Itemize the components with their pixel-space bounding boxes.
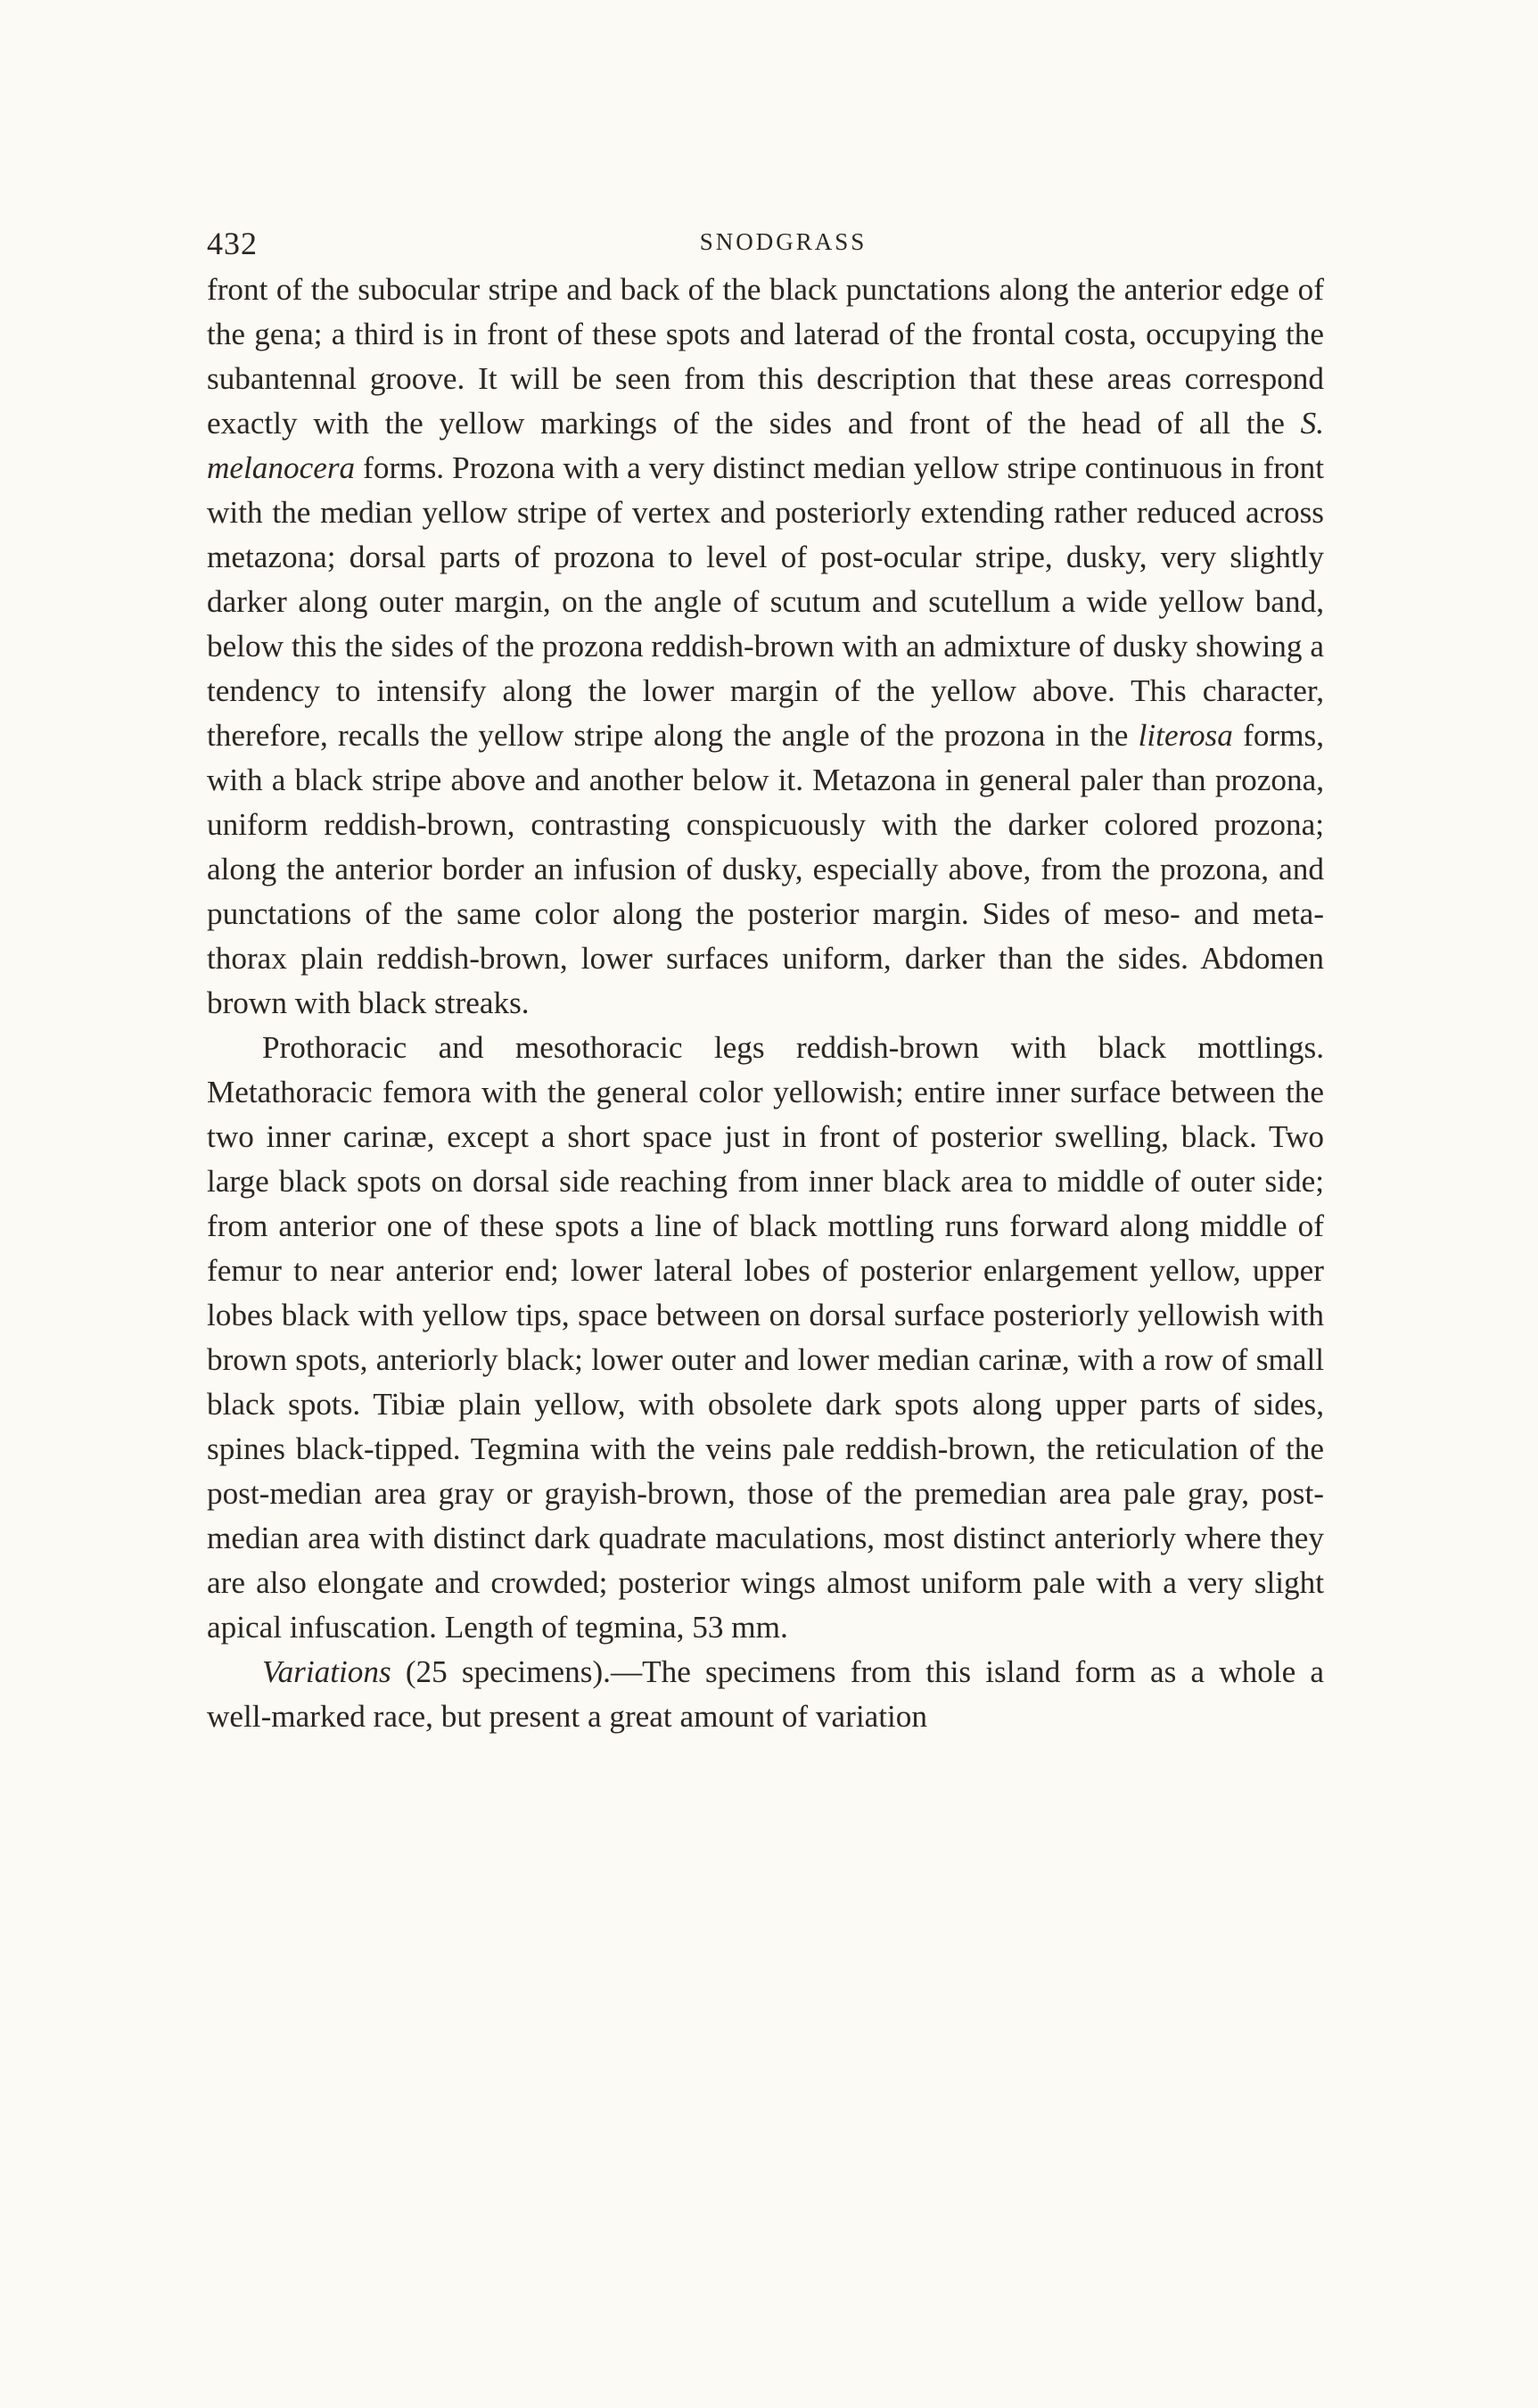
text-run: forms, with a black stripe above and another below it. Metazona in general paler than prozona, uniform reddish-brown, contrasting conspicuously with the darker colored prozona; along the anterior border an infusion of dusky, especially above, from the prozona, and punctations of the same color along the posterior margin. Sides of meso- and meta-thorax plain reddish-brown, lower surfaces uniform, darker than the sides. Abdomen brown with black streaks.: [207, 718, 1325, 1020]
paragraph-2: [207, 1026, 1324, 1650]
running-head: [207, 205, 1324, 268]
document-page: [207, 205, 1324, 1739]
page-number: 432: [207, 226, 258, 261]
text-run: (25 specimens).—The specimens from this island form as a whole a well-marked race, but present a great amount of variation: [207, 1654, 1324, 1734]
body-text: [207, 268, 1324, 1739]
running-title: SNODGRASS: [699, 228, 868, 255]
paragraph-3: [207, 1650, 1324, 1739]
text-run: Prothoracic and mesothoracic legs reddish-brown with black mottlings. Metathoracic femora with the general color yellowish; entire inner surface between the two inner carinæ, except a short space just in front of posterior swelling, black. Two large black spots on dorsal side reaching from inner black area to middle of outer side; from anterior one of these spots a line of black mottling runs forward along middle of femur to near anterior end; lower lateral lobes of posterior enlargement yellow, upper lobes black with yellow tips, space between on dorsal surface posteriorly yellowish with brown spots, anteriorly black; lower outer and lower median carinæ, with a row of small black spots. Tibiæ plain yellow, with obsolete dark spots along upper parts of sides, spines black-tipped. Tegmina with the veins pale reddish-brown, the reticulation of the post-median area gray or grayish-brown, those of the premedian area pale gray, post-median area with distinct dark quadrate maculations, most distinct anteriorly where they are also elongate and crowded; posterior wings almost uniform pale with a very slight apical infuscation. Length of tegmina, 53 mm.: [207, 1030, 1324, 1645]
text-run: front of the subocular stripe and back of the black punctations along the anterior edge of the gena; a third is in front of these spots and laterad of the frontal costa, occupying the subantennal groove. It will be seen from this description that these areas correspond exactly with the yellow markings of the sides and front of the head of all the: [207, 272, 1324, 441]
section-heading-variations: Variations: [262, 1654, 391, 1689]
text-run: forms. Prozona with a very distinct median yellow stripe continuous in front with the median yellow stripe of vertex and posteriorly extending rather reduced across metazona; dorsal parts of prozona to level of post-ocular stripe, dusky, very slightly darker along outer margin, on the angle of scutum and scutellum a wide yellow band, below this the sides of the prozona reddish-brown with an admixture of dusky showing a tendency to intensify along the lower margin of the yellow above. This character, therefore, recalls the yellow stripe along the angle of the prozona in the: [207, 450, 1324, 753]
paragraph-1: [207, 268, 1324, 1026]
species-name: S. melanocera: [207, 406, 1324, 485]
species-name: literosa: [1138, 718, 1233, 753]
